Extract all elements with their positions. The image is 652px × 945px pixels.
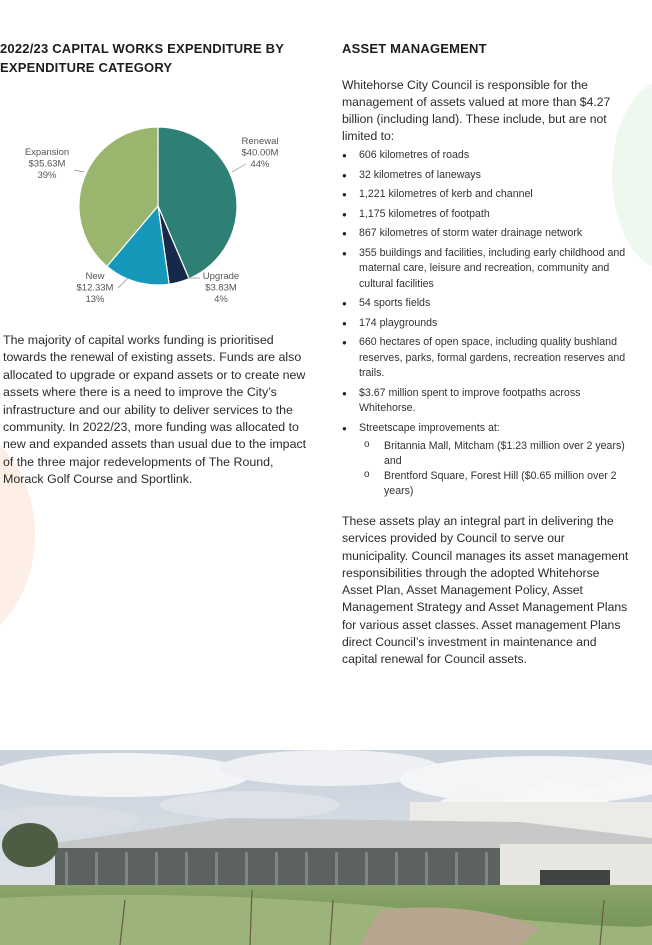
building-photo bbox=[0, 750, 652, 945]
pie-label-renewal: Renewal bbox=[241, 136, 279, 147]
pie-label-renewal: 44% bbox=[250, 159, 270, 170]
asset-list bbox=[342, 148, 638, 502]
leader-line bbox=[74, 170, 84, 172]
pie-label-new: 13% bbox=[85, 294, 105, 305]
list-item: ● 32 kilometres of laneways bbox=[342, 168, 638, 184]
pie-label-expansion: 39% bbox=[37, 170, 57, 181]
asset-closing-paragraph: These assets play an integral part in delivering the services provided by Council to serve our municipality. Council manages its asset management responsibilities through the adopted Whitehorse Asset Plan, Asset Management Policy, Asset Management Strategy and Asset Management Plans for various asset classes. Asset management Plans direct Council’s investment in maintenance and capital renewal for Council assets. bbox=[342, 514, 629, 667]
pie-label-expansion: Expansion bbox=[24, 147, 70, 158]
pie-label-expansion: $35.63M bbox=[28, 158, 66, 170]
capital-works-heading: 2022/23 CAPITAL WORKS EXPENDITURE BY EXPENDITURE CATEGORY bbox=[0, 41, 284, 75]
sub-list-item: o Britannia Mall, Mitcham ($1.23 million over 2 years) and bbox=[359, 439, 638, 468]
list-item: ● 1,175 kilometres of footpath bbox=[342, 207, 638, 223]
pie-label-upgrade: Upgrade bbox=[202, 271, 240, 282]
pie-label-renewal: $40.00M bbox=[241, 147, 279, 159]
pie-label-new: New bbox=[85, 271, 105, 282]
list-item: ● 174 playgrounds bbox=[342, 316, 638, 332]
list-item: ● 660 hectares of open space, including quality bushland reserves, parks, formal gardens, recreation reserves and trails. bbox=[342, 335, 638, 382]
list-item: ● 867 kilometres of storm water drainage network bbox=[342, 226, 638, 242]
pie-label-new: $12.33M bbox=[76, 282, 114, 294]
asset-management-heading: ASSET MANAGEMENT bbox=[342, 41, 487, 56]
list-item: ● 54 sports fields bbox=[342, 296, 638, 312]
pie-label-upgrade: 4% bbox=[214, 294, 228, 305]
asset-intro-paragraph: Whitehorse City Council is responsible for the management of assets valued at more than $4.27 billion (including land). These include, but are not limited to: bbox=[342, 78, 611, 143]
list-item bbox=[342, 421, 638, 499]
pie-label-upgrade: $3.83M bbox=[205, 282, 237, 294]
list-item: ● 1,221 kilometres of kerb and channel bbox=[342, 187, 638, 203]
sub-list-item: o Brentford Square, Forest Hill ($0.65 million over 2 years) bbox=[359, 469, 638, 498]
list-item: ● $3.67 million spent to improve footpaths across Whitehorse. bbox=[342, 386, 638, 417]
capital-works-paragraph: The majority of capital works funding is prioritised towards the renewal of existing assets. Funds are also allocated to upgrade or expand assets or to create new assets where there is a need to improve the City’s infrastructure and our ability to deliver services to the community. In 2022/23, more funding was allocated to new and expanded assets than usual due to the impact of the three major redevelopments of The Round, Morack Golf Course and Sportlink. bbox=[3, 333, 307, 487]
streetscape-label: Streetscape improvements at: bbox=[359, 421, 500, 434]
leader-line bbox=[232, 164, 246, 172]
streetscape-sublist bbox=[359, 439, 638, 498]
list-item: ● 355 buildings and facilities, including early childhood and maternal care, leisure and recreation, community and cultural facilities bbox=[342, 246, 638, 293]
expenditure-pie-chart bbox=[0, 120, 320, 320]
leader-line bbox=[118, 278, 128, 288]
list-item: ● 606 kilometres of roads bbox=[342, 148, 638, 164]
